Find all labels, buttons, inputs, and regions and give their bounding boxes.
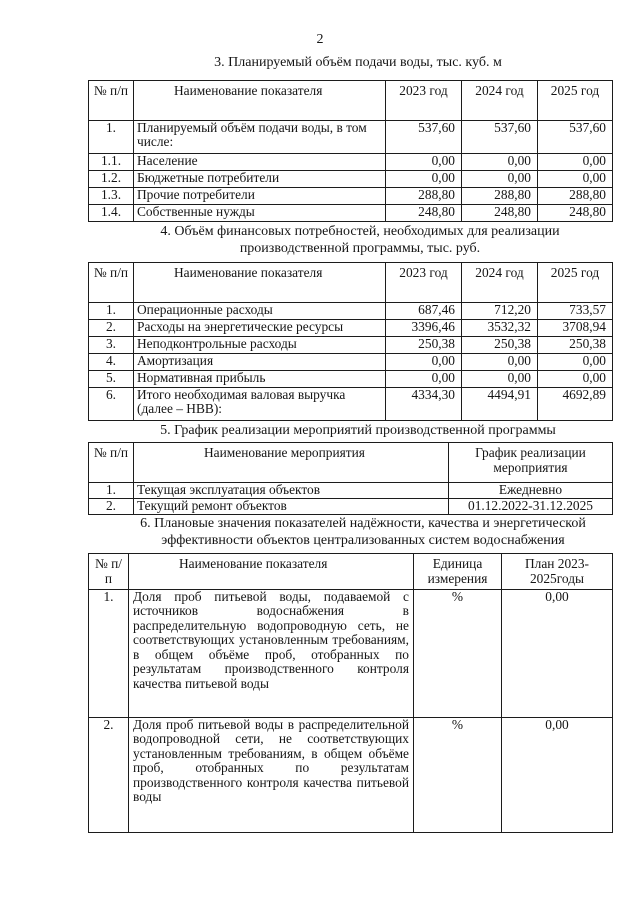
row-value-2023: 0,00 xyxy=(386,354,462,371)
row-num: 6. xyxy=(89,388,134,421)
col-year-2025-header: 2025 год xyxy=(538,81,613,121)
row-num: 5. xyxy=(89,371,134,388)
section5-title: 5. График реализации мероприятий производственной программы xyxy=(160,423,556,438)
col-year-2025-header: 2025 год xyxy=(538,263,613,303)
row-value-2024: 0,00 xyxy=(462,354,538,371)
row-num: 1.4. xyxy=(89,205,134,222)
row-value-2025: 0,00 xyxy=(538,171,613,188)
row-value-2023: 0,00 xyxy=(386,371,462,388)
row-value-2023: 0,00 xyxy=(386,154,462,171)
row-name: Итого необходимая валовая выручка (далее – НВВ): xyxy=(134,388,386,421)
row-value-2025: 248,80 xyxy=(538,205,613,222)
col-num-header: № п/п xyxy=(89,263,134,303)
table-row xyxy=(89,371,613,388)
page-number: 2 xyxy=(316,32,324,47)
col-year-2023-header: 2023 год xyxy=(386,81,462,121)
row-name: Нормативная прибыль xyxy=(134,371,386,388)
row-num: 1. xyxy=(89,483,134,499)
table-row xyxy=(89,154,613,171)
row-value-2024: 537,60 xyxy=(462,121,538,154)
row-value-2023: 250,38 xyxy=(386,337,462,354)
row-name: Текущий ремонт объектов xyxy=(134,499,449,515)
col-name-header: Наименование показателя xyxy=(134,81,386,121)
section6-table xyxy=(88,553,613,833)
row-name: Планируемый объём подачи воды, в том числе: xyxy=(134,121,386,154)
row-value-2023: 288,80 xyxy=(386,188,462,205)
section4-title: 4. Объём финансовых потребностей, необходимых для реализации производственной программы, тыс. руб. xyxy=(160,224,560,256)
row-value-2024: 288,80 xyxy=(462,188,538,205)
row-unit: % xyxy=(414,718,502,833)
table-row xyxy=(89,337,613,354)
row-value-2025: 537,60 xyxy=(538,121,613,154)
table-row xyxy=(89,718,613,833)
row-value-2025: 250,38 xyxy=(538,337,613,354)
col-name-header: Наименование показателя xyxy=(134,263,386,303)
col-num-header: № п/п xyxy=(89,554,129,590)
col-year-2024-header: 2024 год xyxy=(462,81,538,121)
row-name: Население xyxy=(134,154,386,171)
table-row xyxy=(89,499,613,515)
col-plan-header: План 2023-2025годы xyxy=(502,554,613,590)
table-row xyxy=(89,188,613,205)
col-num-header: № п/п xyxy=(89,81,134,121)
col-schedule-header: График реализации мероприятия xyxy=(449,443,613,483)
row-value-2025: 733,57 xyxy=(538,303,613,320)
row-num: 4. xyxy=(89,354,134,371)
col-name-header: Наименование мероприятия xyxy=(134,443,449,483)
row-value-2023: 4334,30 xyxy=(386,388,462,421)
row-value-2023: 687,46 xyxy=(386,303,462,320)
row-schedule: 01.12.2022-31.12.2025 xyxy=(449,499,613,515)
row-name: Операционные расходы xyxy=(134,303,386,320)
row-name: Собственные нужды xyxy=(134,205,386,222)
row-value-2025: 288,80 xyxy=(538,188,613,205)
row-value-2023: 0,00 xyxy=(386,171,462,188)
section3-table xyxy=(88,80,613,222)
col-num-header: № п/п xyxy=(89,443,134,483)
row-num: 1. xyxy=(89,121,134,154)
row-num: 2. xyxy=(89,718,129,833)
row-name: Доля проб питьевой воды, подаваемой с источников водоснабжения в распределительную водопроводную сеть, не соответствующих установленным требованиям, в общем объёме проб, отобранных по результатам производственного контроля качества питьевой воды xyxy=(129,590,414,718)
row-value-2024: 250,38 xyxy=(462,337,538,354)
row-value-2024: 3532,32 xyxy=(462,320,538,337)
row-name: Бюджетные потребители xyxy=(134,171,386,188)
row-schedule: Ежедневно xyxy=(449,483,613,499)
row-value-2024: 712,20 xyxy=(462,303,538,320)
section6-title: 6. Плановые значения показателей надёжности, качества и энергетической эффективности объектов централизованных систем водоснабжения xyxy=(140,516,586,548)
table-row xyxy=(89,205,613,222)
col-unit-header: Единица измерения xyxy=(414,554,502,590)
row-value-2023: 537,60 xyxy=(386,121,462,154)
table-row xyxy=(89,171,613,188)
row-plan: 0,00 xyxy=(502,590,613,718)
row-value-2024: 0,00 xyxy=(462,171,538,188)
row-name: Текущая эксплуатация объектов xyxy=(134,483,449,499)
row-name: Расходы на энергетические ресурсы xyxy=(134,320,386,337)
table-row xyxy=(89,483,613,499)
row-value-2024: 248,80 xyxy=(462,205,538,222)
section3-title: 3. Планируемый объём подачи воды, тыс. куб. м xyxy=(214,55,502,70)
col-name-header: Наименование показателя xyxy=(129,554,414,590)
row-num: 1. xyxy=(89,303,134,320)
row-name: Неподконтрольные расходы xyxy=(134,337,386,354)
row-value-2025: 0,00 xyxy=(538,371,613,388)
row-num: 2. xyxy=(89,320,134,337)
row-value-2023: 248,80 xyxy=(386,205,462,222)
row-value-2024: 4494,91 xyxy=(462,388,538,421)
table-row xyxy=(89,388,613,421)
table-row xyxy=(89,354,613,371)
row-unit: % xyxy=(414,590,502,718)
row-num: 1.1. xyxy=(89,154,134,171)
row-value-2025: 0,00 xyxy=(538,354,613,371)
row-name: Прочие потребители xyxy=(134,188,386,205)
row-num: 1. xyxy=(89,590,129,718)
section4-table xyxy=(88,262,613,421)
row-value-2025: 0,00 xyxy=(538,154,613,171)
row-name: Амортизация xyxy=(134,354,386,371)
row-num: 2. xyxy=(89,499,134,515)
row-value-2023: 3396,46 xyxy=(386,320,462,337)
row-plan: 0,00 xyxy=(502,718,613,833)
col-year-2023-header: 2023 год xyxy=(386,263,462,303)
table-row xyxy=(89,590,613,718)
col-year-2024-header: 2024 год xyxy=(462,263,538,303)
row-name: Доля проб питьевой воды в распределительной водопроводной сети, не соответствующих установленным требованиям, в общем объёме проб, отобранных по результатам производственного контроля качества питьевой воды xyxy=(129,718,414,833)
table-row xyxy=(89,303,613,320)
row-value-2025: 4692,89 xyxy=(538,388,613,421)
row-num: 1.3. xyxy=(89,188,134,205)
row-num: 1.2. xyxy=(89,171,134,188)
row-value-2024: 0,00 xyxy=(462,154,538,171)
table-row xyxy=(89,320,613,337)
row-num: 3. xyxy=(89,337,134,354)
row-value-2024: 0,00 xyxy=(462,371,538,388)
section5-table xyxy=(88,442,613,515)
row-value-2025: 3708,94 xyxy=(538,320,613,337)
table-row xyxy=(89,121,613,154)
